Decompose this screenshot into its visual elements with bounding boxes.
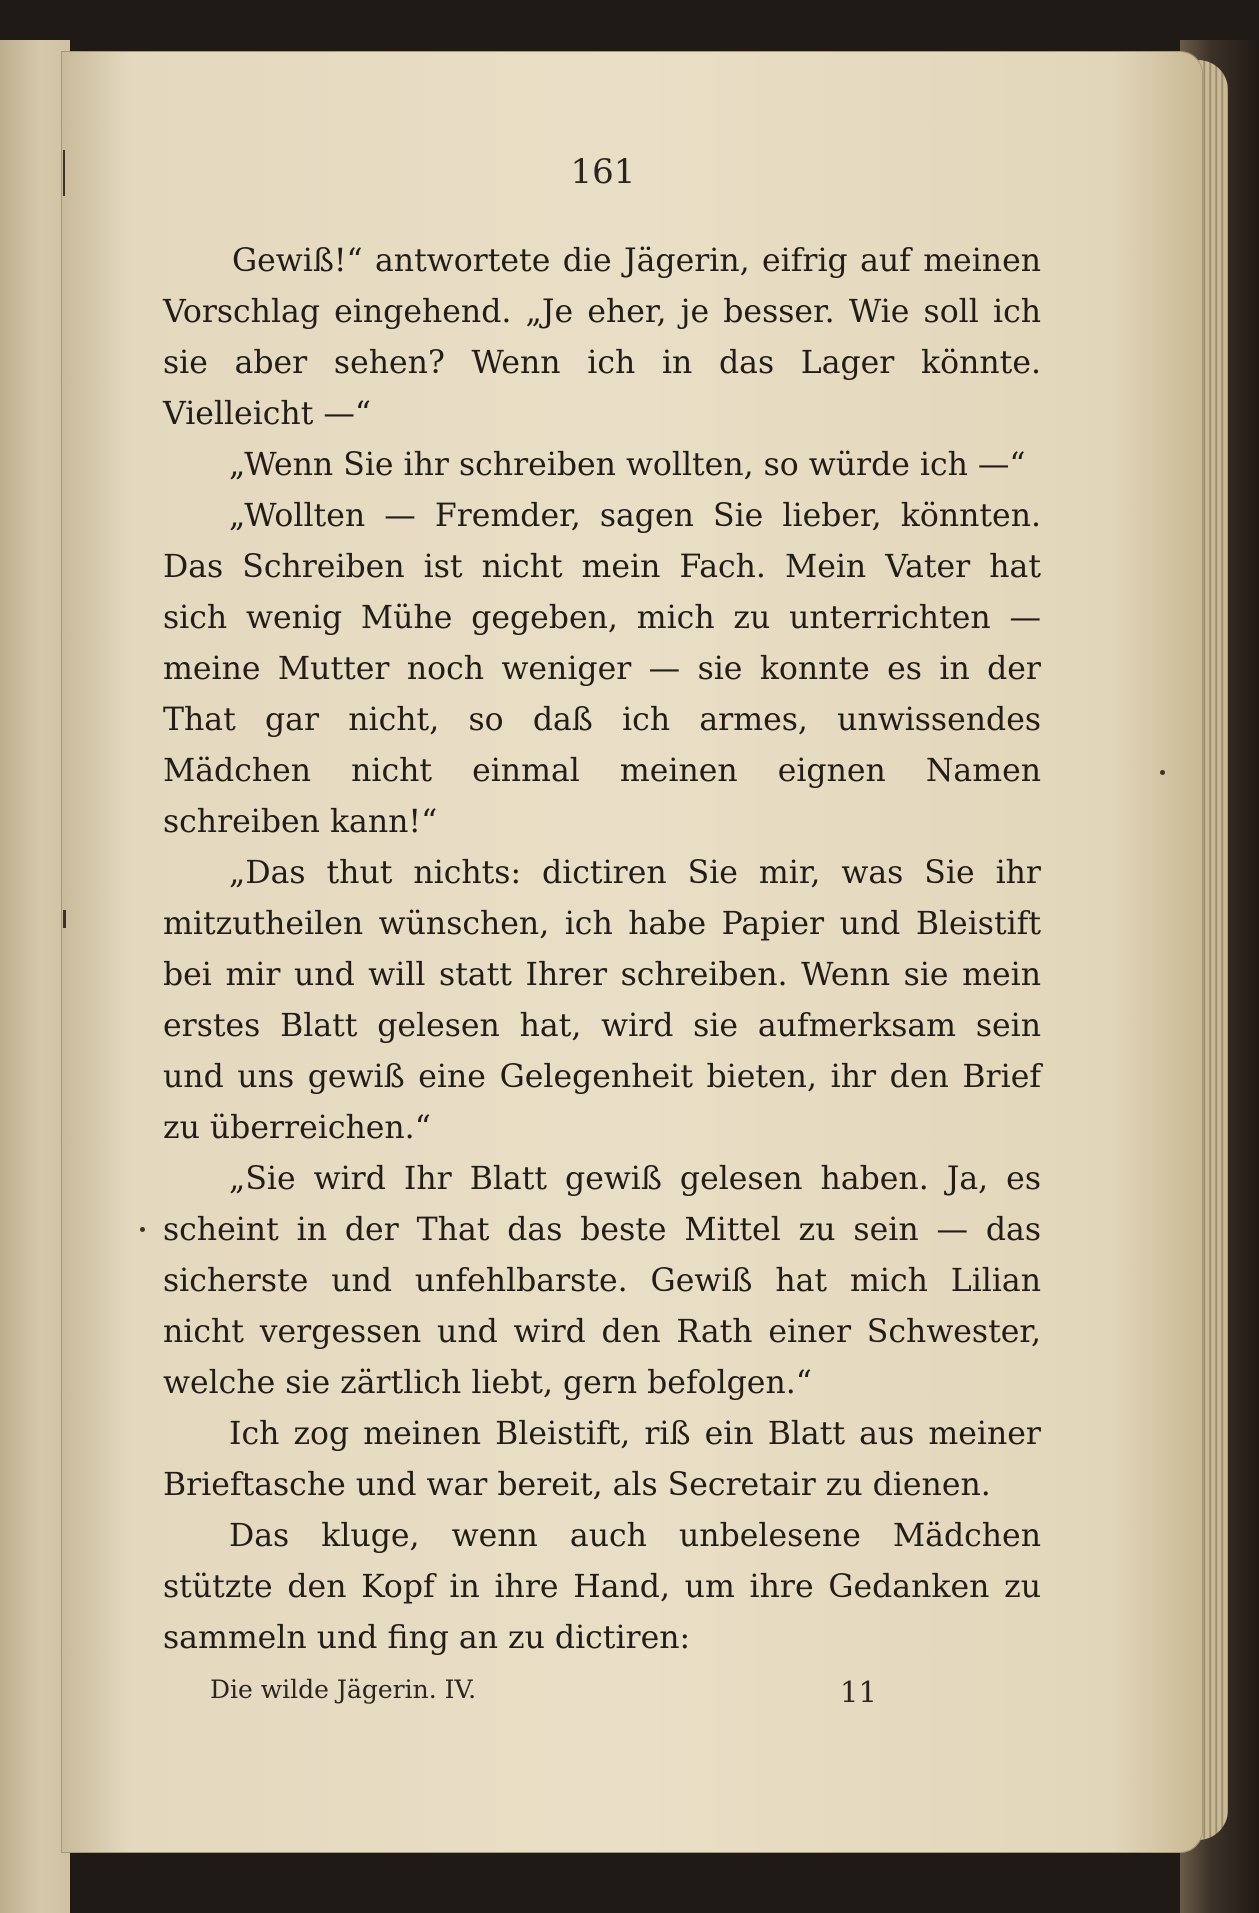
paragraph: Gewiß!“ antwortete die Jägerin, eifrig auf meinen Vorschlag eingehend. „Je eher, je besser. Wie soll ich sie aber sehen? Wenn ich in das Lager könnte. Vielleicht —“: [163, 243, 1041, 432]
page-number: 161: [570, 152, 636, 192]
signature-mark: 11: [840, 1675, 877, 1709]
paragraph: „Sie wird Ihr Blatt gewiß gelesen haben. Ja, es scheint in der That das beste Mittel zu sein — das sicherste und unfehlbarste. Gewiß hat mich Lilian nicht vergessen und wird den Rath einer Schwester, welche sie zärtlich liebt, gern befolgen.“: [163, 1161, 1041, 1401]
paragraph: Ich zog meinen Bleistift, riß ein Blatt aus meiner Brieftasche und war bereit, als Secretair zu dienen.: [163, 1416, 1041, 1503]
margin-mark: [63, 910, 66, 928]
footer-title: Die wilde Jägerin. IV.: [210, 1675, 477, 1704]
page-footer: [210, 1675, 882, 1709]
paragraph: „Wollten — Fremder, sagen Sie lieber, könnten. Das Schreiben ist nicht mein Fach. Mein Vater hat sich wenig Mühe gegeben, mich zu unterrichten — meine Mutter noch weniger — sie konnte es in der That gar nicht, so daß ich armes, unwissendes Mädchen nicht einmal meinen eignen Namen schreiben kann!“: [163, 498, 1041, 840]
ink-speck: [1160, 770, 1165, 775]
ink-speck: [140, 1227, 145, 1232]
paragraph: Das kluge, wenn auch unbelesene Mädchen stützte den Kopf in ihre Hand, um ihre Gedanken zu sammeln und fing an zu dictiren:: [163, 1518, 1041, 1656]
body-text: [163, 236, 1041, 1664]
book-gutter: [0, 40, 70, 1913]
paragraph: „Das thut nichts: dictiren Sie mir, was Sie ihr mitzutheilen wünschen, ich habe Papier und Bleistift bei mir und will statt Ihrer schreiben. Wenn sie mein erstes Blatt gelesen hat, wird sie aufmerksam sein und uns gewiß eine Gelegenheit bieten, ihr den Brief zu überreichen.“: [163, 855, 1041, 1146]
paragraph: „Wenn Sie ihr schreiben wollten, so würde ich —“: [229, 447, 1026, 483]
